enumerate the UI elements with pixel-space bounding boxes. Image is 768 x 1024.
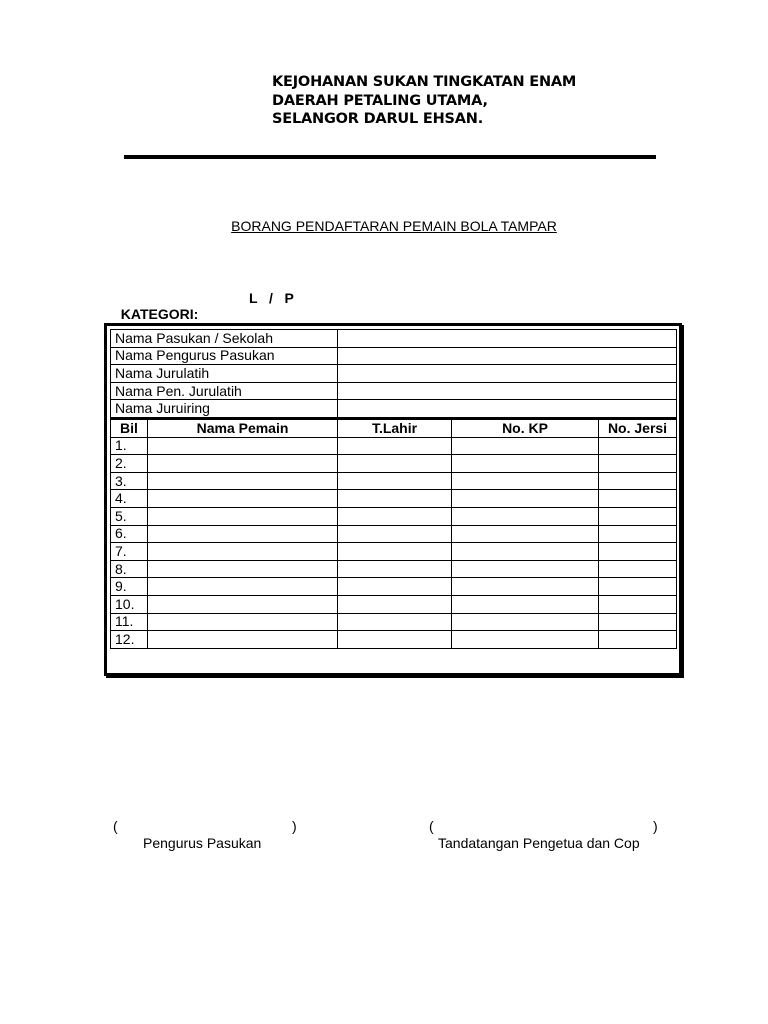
document-header <box>272 73 576 129</box>
player-cell-nama-pemain[interactable] <box>148 578 338 596</box>
team-info-value[interactable] <box>338 382 677 400</box>
signature-left-close-paren: ) <box>292 818 297 834</box>
player-row-number: 4. <box>111 490 148 508</box>
player-cell-t-lahir[interactable] <box>338 543 452 561</box>
player-cell-nama-pemain[interactable] <box>148 472 338 490</box>
player-cell-t-lahir[interactable] <box>338 631 452 649</box>
team-info-row <box>111 400 677 419</box>
team-info-row <box>111 382 677 400</box>
player-cell-nama-pemain[interactable] <box>148 525 338 543</box>
team-info-value[interactable] <box>338 400 677 419</box>
player-cell-nama-pemain[interactable] <box>148 490 338 508</box>
player-cell-nama-pemain[interactable] <box>148 437 338 455</box>
team-info-label: Nama Jurulatih <box>111 365 338 383</box>
signature-left-caption: Pengurus Pasukan <box>143 835 262 851</box>
player-cell-no-kp[interactable] <box>452 560 599 578</box>
players-header-row <box>111 418 677 437</box>
header-line-3: SELANGOR DARUL EHSAN. <box>272 111 484 127</box>
player-cell-no-kp[interactable] <box>452 595 599 613</box>
player-row-number: 10. <box>111 595 148 613</box>
player-cell-nama-pemain[interactable] <box>148 507 338 525</box>
column-header-no-kp: No. KP <box>452 418 599 437</box>
player-cell-t-lahir[interactable] <box>338 490 452 508</box>
player-cell-no-jersi[interactable] <box>599 613 677 631</box>
header-line-2: DAERAH PETALING UTAMA, <box>272 92 488 109</box>
player-cell-no-jersi[interactable] <box>599 472 677 490</box>
player-row-number: 9. <box>111 578 148 596</box>
player-cell-t-lahir[interactable] <box>338 507 452 525</box>
player-row <box>111 578 677 596</box>
player-row-number: 5. <box>111 507 148 525</box>
player-cell-t-lahir[interactable] <box>338 560 452 578</box>
signature-right-caption: Tandatangan Pengetua dan Cop <box>438 835 640 851</box>
player-cell-no-jersi[interactable] <box>599 507 677 525</box>
player-row-number: 12. <box>111 631 148 649</box>
player-row <box>111 613 677 631</box>
player-cell-t-lahir[interactable] <box>338 613 452 631</box>
team-info-row <box>111 365 677 383</box>
player-cell-nama-pemain[interactable] <box>148 613 338 631</box>
player-cell-no-jersi[interactable] <box>599 631 677 649</box>
registration-table-frame <box>104 323 682 676</box>
player-cell-nama-pemain[interactable] <box>148 595 338 613</box>
players-section <box>111 418 677 437</box>
player-cell-nama-pemain[interactable] <box>148 560 338 578</box>
team-info-row <box>111 347 677 365</box>
kategori-options[interactable]: L / P <box>249 290 294 306</box>
player-cell-no-kp[interactable] <box>452 525 599 543</box>
player-cell-no-kp[interactable] <box>452 490 599 508</box>
header-line-1: KEJOHANAN SUKAN TINGKATAN ENAM <box>272 74 577 90</box>
signature-right-close-paren: ) <box>653 818 658 834</box>
player-row <box>111 472 677 490</box>
team-info-value[interactable] <box>338 330 677 348</box>
player-row <box>111 490 677 508</box>
player-cell-nama-pemain[interactable] <box>148 455 338 473</box>
player-row-number: 7. <box>111 543 148 561</box>
player-cell-no-kp[interactable] <box>452 507 599 525</box>
player-cell-no-kp[interactable] <box>452 437 599 455</box>
column-header-t-lahir: T.Lahir <box>338 418 452 437</box>
form-title: BORANG PENDAFTARAN PEMAIN BOLA TAMPAR <box>231 218 557 234</box>
player-row-number: 11. <box>111 613 148 631</box>
player-row-number: 8. <box>111 560 148 578</box>
team-info-value[interactable] <box>338 347 677 365</box>
player-row-number: 1. <box>111 437 148 455</box>
player-cell-t-lahir[interactable] <box>338 455 452 473</box>
player-cell-t-lahir[interactable] <box>338 437 452 455</box>
player-row <box>111 543 677 561</box>
header-divider <box>124 155 656 159</box>
team-info-value[interactable] <box>338 365 677 383</box>
player-cell-no-jersi[interactable] <box>599 543 677 561</box>
team-info-label: Nama Juruiring <box>111 400 338 419</box>
player-cell-no-kp[interactable] <box>452 631 599 649</box>
player-cell-no-jersi[interactable] <box>599 560 677 578</box>
team-info-label: Nama Pengurus Pasukan <box>111 347 338 365</box>
player-cell-t-lahir[interactable] <box>338 578 452 596</box>
player-cell-no-kp[interactable] <box>452 455 599 473</box>
team-info-section <box>111 330 677 419</box>
player-cell-nama-pemain[interactable] <box>148 631 338 649</box>
player-cell-no-jersi[interactable] <box>599 437 677 455</box>
column-header-no-jersi: No. Jersi <box>599 418 677 437</box>
player-row-number: 2. <box>111 455 148 473</box>
signature-right-open-paren: ( <box>429 818 434 834</box>
team-info-label: Nama Pasukan / Sekolah <box>111 330 338 348</box>
kategori-label: KATEGORI: <box>120 306 199 322</box>
player-cell-no-kp[interactable] <box>452 543 599 561</box>
column-header-nama-pemain: Nama Pemain <box>148 418 338 437</box>
player-row <box>111 560 677 578</box>
column-header-bil: Bil <box>111 418 148 437</box>
player-cell-no-jersi[interactable] <box>599 490 677 508</box>
player-row <box>111 595 677 613</box>
player-row <box>111 525 677 543</box>
player-row <box>111 507 677 525</box>
team-info-label: Nama Pen. Jurulatih <box>111 382 338 400</box>
player-cell-no-jersi[interactable] <box>599 578 677 596</box>
player-row <box>111 455 677 473</box>
player-cell-no-jersi[interactable] <box>599 595 677 613</box>
registration-table <box>110 329 677 649</box>
player-cell-no-jersi[interactable] <box>599 455 677 473</box>
player-cell-t-lahir[interactable] <box>338 472 452 490</box>
signature-left-open-paren: ( <box>113 818 118 834</box>
player-cell-t-lahir[interactable] <box>338 525 452 543</box>
player-cell-no-kp[interactable] <box>452 613 599 631</box>
player-cell-no-kp[interactable] <box>452 472 599 490</box>
player-row <box>111 437 677 455</box>
team-info-row <box>111 330 677 348</box>
player-cell-nama-pemain[interactable] <box>148 543 338 561</box>
player-cell-t-lahir[interactable] <box>338 595 452 613</box>
player-row-number: 3. <box>111 472 148 490</box>
player-cell-no-kp[interactable] <box>452 578 599 596</box>
player-rows <box>111 437 677 648</box>
player-row-number: 6. <box>111 525 148 543</box>
player-cell-no-jersi[interactable] <box>599 525 677 543</box>
player-row <box>111 631 677 649</box>
